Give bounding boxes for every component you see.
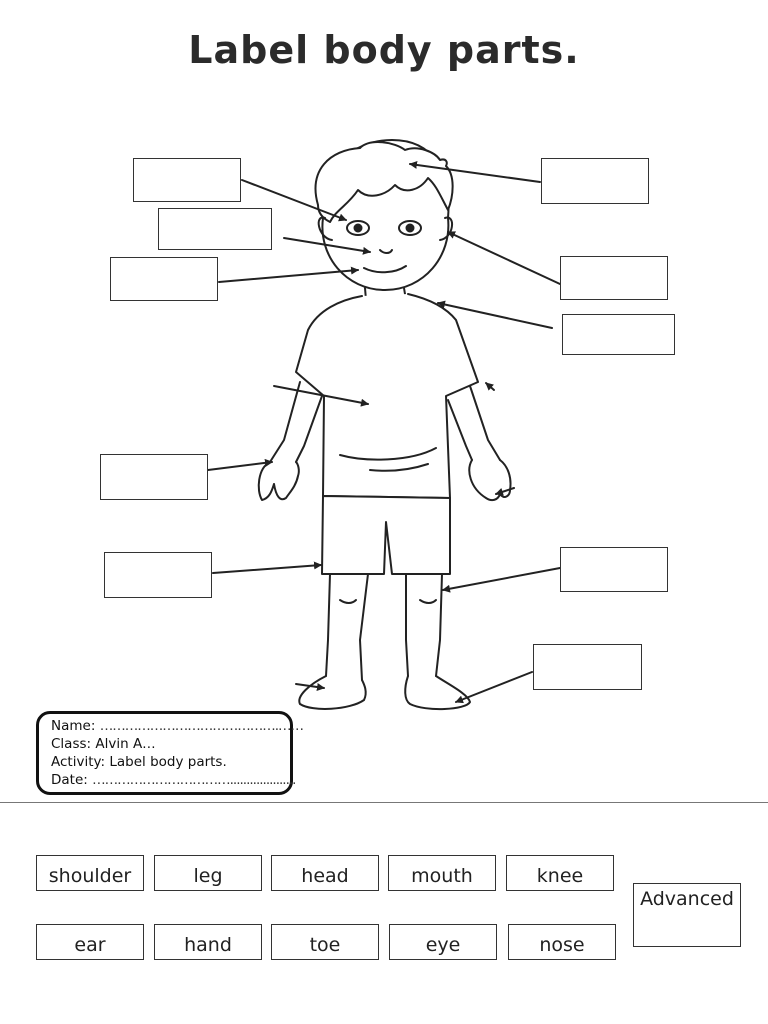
label-box-hair[interactable]	[541, 158, 649, 204]
label-box-ear[interactable]	[560, 256, 668, 300]
word-tile-head[interactable]: head	[271, 855, 379, 891]
shorts-drawing	[322, 496, 450, 574]
head-drawing	[316, 140, 453, 290]
activity-value: Label body parts.	[109, 754, 227, 770]
word-tile-nose[interactable]: nose	[508, 924, 616, 960]
label-box-shoulder[interactable]	[562, 314, 675, 355]
activity-label: Activity:	[51, 754, 106, 770]
student-info-card	[36, 711, 303, 795]
legs-drawing	[299, 574, 470, 709]
label-box-head[interactable]	[133, 158, 241, 202]
advanced-button[interactable]: Advanced	[633, 883, 741, 947]
worksheet-title: Label body parts.	[188, 28, 580, 72]
word-tile-hand[interactable]: hand	[154, 924, 262, 960]
class-row	[51, 735, 278, 753]
name-field[interactable]: …………………………………….……	[99, 718, 303, 734]
label-box-leg[interactable]	[104, 552, 212, 598]
word-tile-eye[interactable]: eye	[389, 924, 497, 960]
label-box-mouth[interactable]	[110, 257, 218, 301]
word-tile-knee[interactable]: knee	[506, 855, 614, 891]
word-tile-toe[interactable]: toe	[271, 924, 379, 960]
label-box-knee[interactable]	[560, 547, 668, 592]
label-box-hand[interactable]	[100, 454, 208, 500]
word-tile-mouth[interactable]: mouth	[388, 855, 496, 891]
date-field[interactable]: ……………………………....................	[92, 772, 296, 788]
word-tile-leg[interactable]: leg	[154, 855, 262, 891]
section-divider	[0, 802, 768, 803]
word-tile-shoulder[interactable]: shoulder	[36, 855, 144, 891]
date-label: Date:	[51, 772, 88, 788]
activity-row	[51, 753, 278, 771]
date-row	[51, 771, 296, 789]
name-row	[51, 717, 303, 735]
word-tile-ear[interactable]: ear	[36, 924, 144, 960]
shirt-drawing	[296, 288, 478, 498]
label-box-eye[interactable]	[158, 208, 272, 250]
label-box-toe[interactable]	[533, 644, 642, 690]
name-label: Name:	[51, 718, 96, 734]
class-label: Class:	[51, 736, 92, 752]
class-value: Alvin A…	[95, 736, 156, 752]
